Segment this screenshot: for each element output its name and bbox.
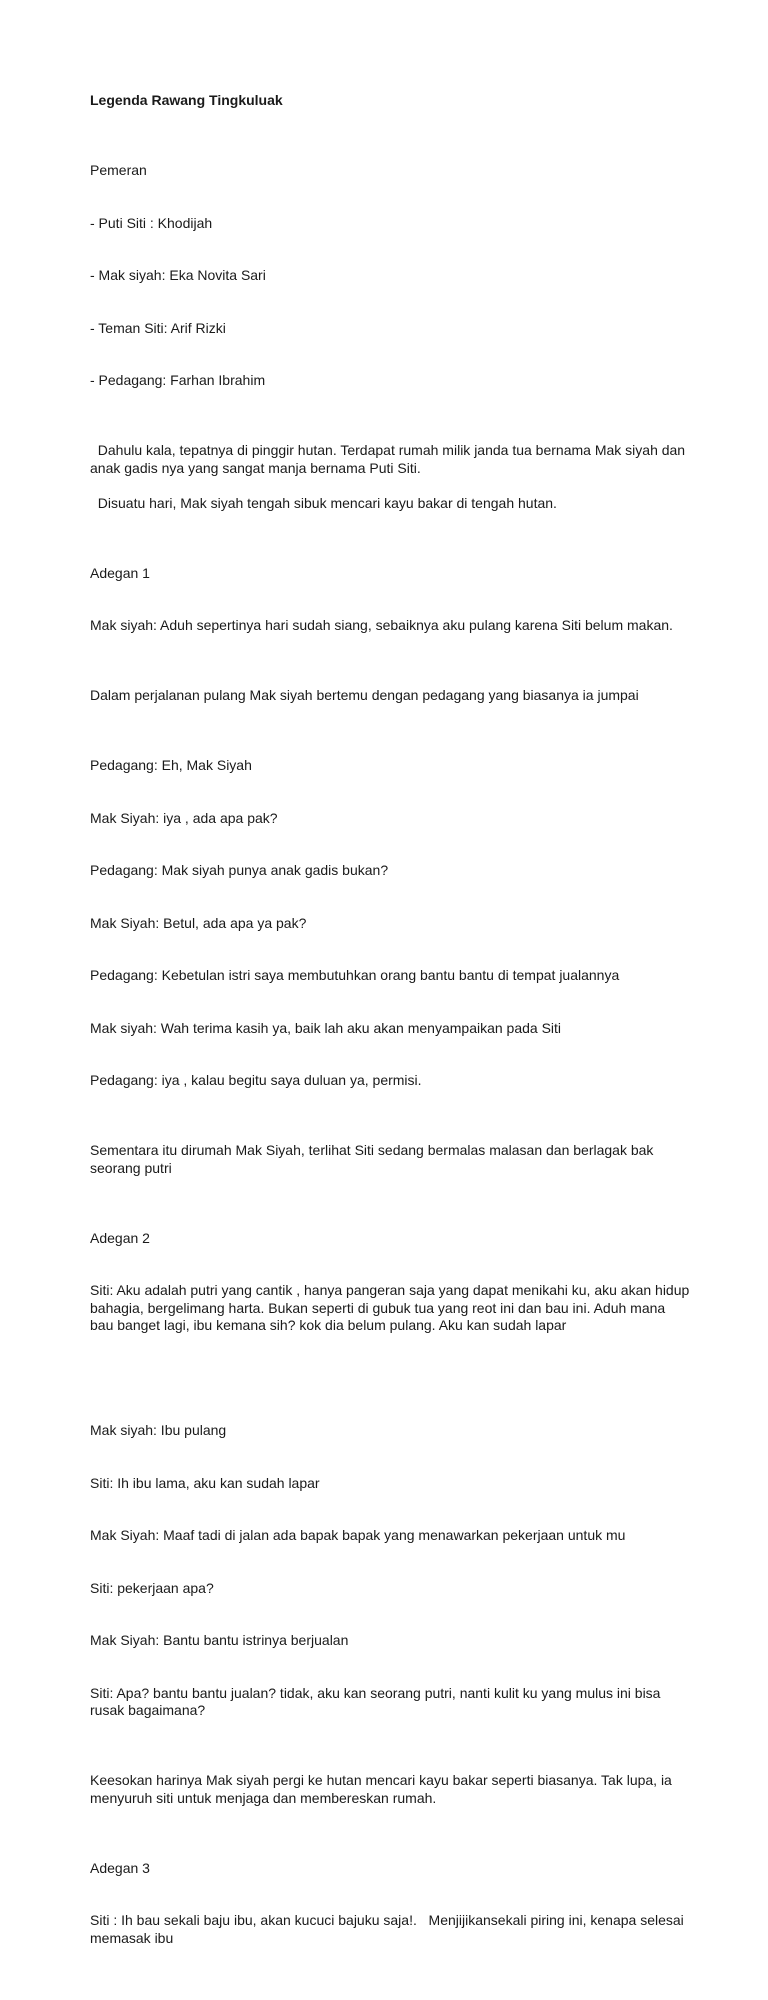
dialogue-line: Mak Siyah: Bantu bantu istrinya berjualan xyxy=(90,1632,349,1648)
dialogue-line: Pedagang: Mak siyah punya anak gadis bukan? xyxy=(90,862,389,878)
dialogue-line: Pedagang: iya , kalau begitu saya duluan ya, permisi. xyxy=(90,1072,422,1088)
scene-2-block xyxy=(90,1195,694,1370)
monologue-paragraph: Siti: Aku adalah putri yang cantik , hanya pangeran saja yang dapat menikahi ku, aku akan hidup bahagia, bergelimang harta. Bukan seperti di gubuk tua yang reot ini dan bau ini. Aduh mana bau banget lagi, ibu kemana sih? kok dia belum pulang. Aku kan sudah lapar xyxy=(90,1282,694,1333)
dialogue-line: Pedagang: Kebetulan istri saya membutuhkan orang bantu bantu di tempat jualannya xyxy=(90,967,620,983)
dialogue-line: Siti : Ih bau sekali baju ibu, akan kucuci bajuku saja!. Menjijikansekali piring ini, kenapa selesai memasak ibu xyxy=(90,1912,688,1946)
dialogue-line: Siti: Apa? bantu bantu jualan? tidak, aku kan seorang putri, nanti kulit ku yang mulus ini bisa rusak bagaimana? xyxy=(90,1684,665,1718)
dialogue-line: Mak Siyah: Betul, ada apa ya pak? xyxy=(90,914,307,931)
dialogue-block xyxy=(90,722,690,1125)
narration-paragraph: Sementara itu dirumah Mak Siyah, terlihat Siti sedang bermalas malasan dan berlagak bak seorang putri xyxy=(90,1142,658,1176)
scene-heading: Adegan 2 xyxy=(90,1229,150,1246)
dialogue-line: Pedagang: Eh, Mak Siyah xyxy=(90,757,252,773)
narration-paragraph: Keesokan harinya Mak siyah pergi ke hutan mencari kayu bakar seperti biasanya. Tak lupa, ia menyuruh siti untuk menjaga dan membereskan rumah. xyxy=(90,1772,676,1806)
cast-member: - Puti Siti : Khodijah xyxy=(90,214,213,231)
cast-member: - Mak siyah: Eka Novita Sari xyxy=(90,267,266,283)
dialogue-line: Siti: Ih ibu lama, aku kan sudah lapar xyxy=(90,1474,320,1491)
cast-member: - Pedagang: Farhan Ibrahim xyxy=(90,372,266,388)
dialogue-line: Siti: pekerjaan apa? xyxy=(90,1579,214,1596)
dialogue-line: Mak siyah: Ibu pulang xyxy=(90,1422,227,1438)
scene-heading: Adegan 1 xyxy=(90,564,150,581)
cast-section xyxy=(90,127,690,425)
document-page xyxy=(90,92,694,2000)
intro-paragraph: Dahulu kala, tepatnya di pinggir hutan. Terdapat rumah milik janda tua bernama Mak siyah dan anak gadis nya yang sangat manja bernama Puti Siti. xyxy=(90,442,689,476)
scene-3-block xyxy=(90,1825,690,1983)
cast-heading: Pemeran xyxy=(90,162,147,178)
dialogue-block xyxy=(90,1387,690,1755)
cast-member: - Teman Siti: Arif Rizki xyxy=(90,319,226,336)
dialogue-line: Mak siyah: Wah terima kasih ya, baik lah aku akan menyampaikan pada Siti xyxy=(90,1019,562,1036)
dialogue-line: Mak Siyah: iya , ada apa pak? xyxy=(90,809,278,826)
narration-paragraph: Dalam perjalanan pulang Mak siyah bertemu dengan pedagang yang biasanya ia jumpai xyxy=(90,687,639,703)
scene-heading: Adegan 3 xyxy=(90,1859,150,1876)
intro-paragraph: Disuatu hari, Mak siyah tengah sibuk mencari kayu bakar di tengah hutan. xyxy=(90,494,557,511)
dialogue-line: Mak Siyah: Maaf tadi di jalan ada bapak bapak yang menawarkan pekerjaan untuk mu xyxy=(90,1527,626,1543)
dialogue-line: Mak siyah: Aduh sepertinya hari sudah siang, sebaiknya aku pulang karena Siti belum makan. xyxy=(90,617,673,633)
scene-1-block xyxy=(90,530,690,670)
document-title: Legenda Rawang Tingkuluak xyxy=(90,92,283,108)
